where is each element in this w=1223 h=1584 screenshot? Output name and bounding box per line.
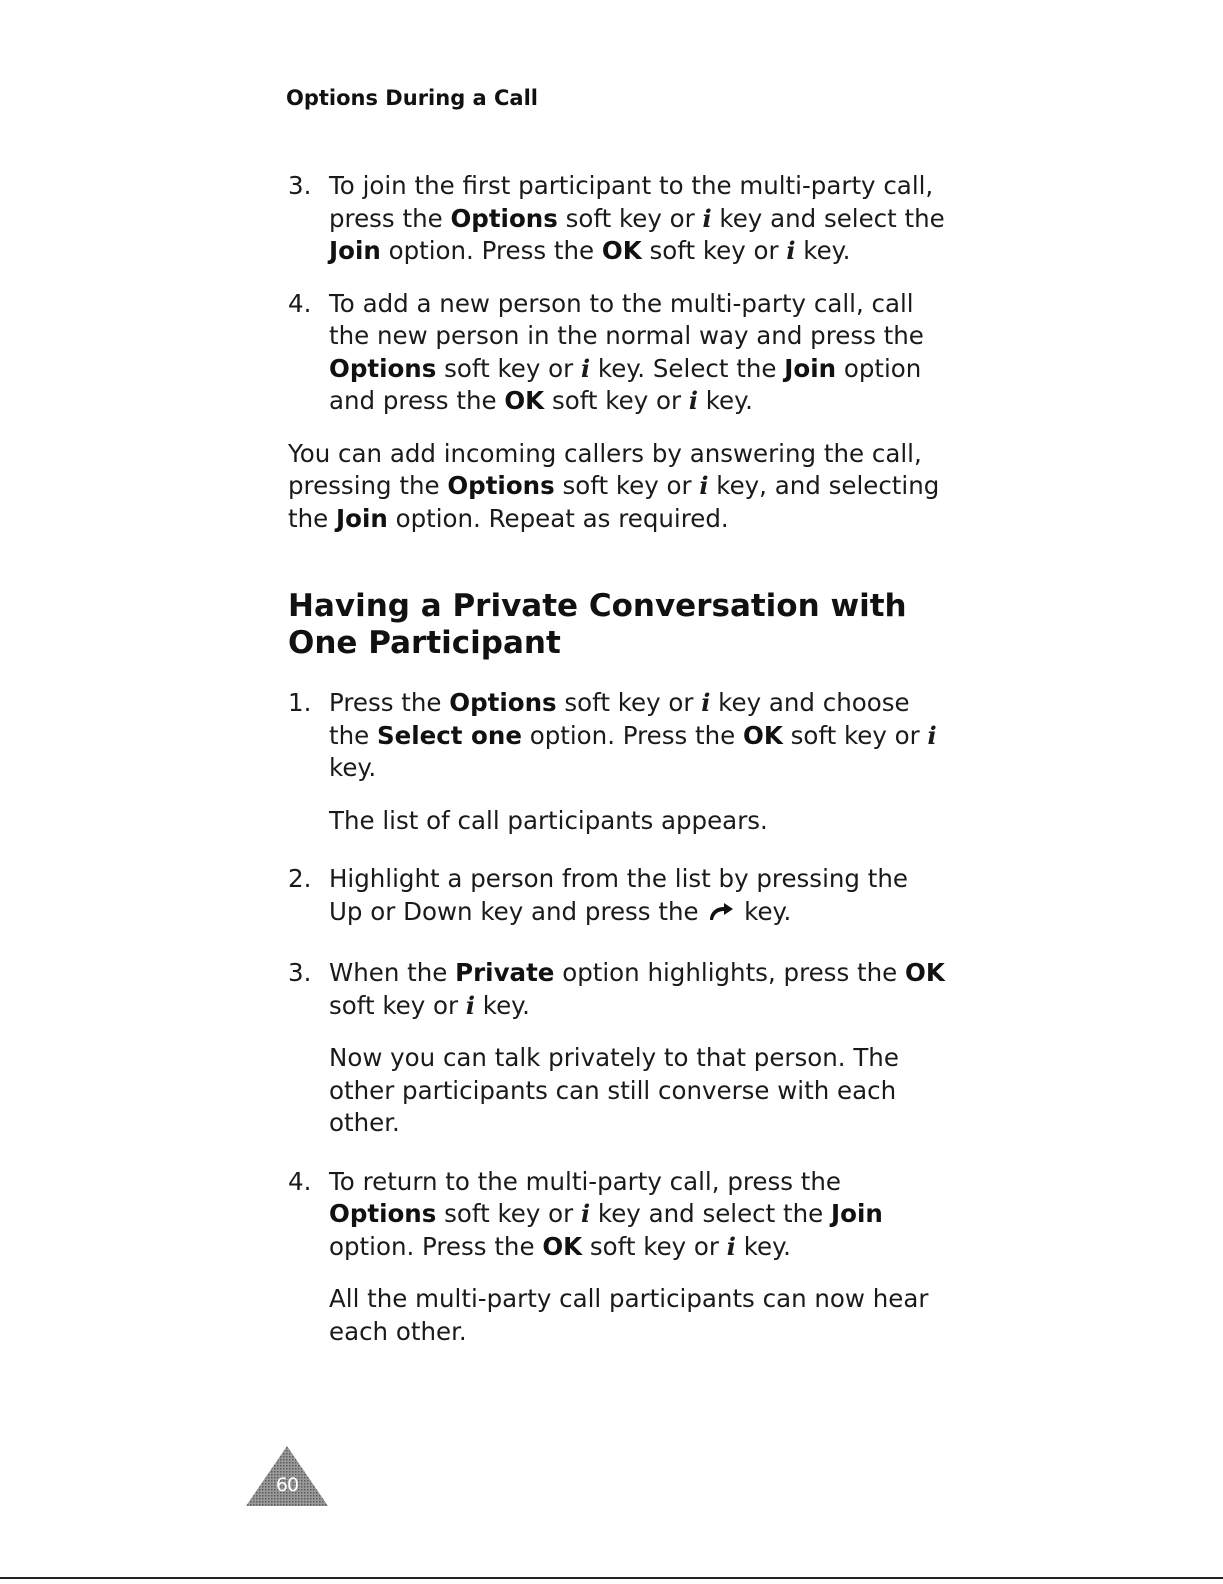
step-text-segment: To join the first participant to the multi-party call, press the <box>329 171 934 233</box>
step-text-segment: soft key or <box>436 353 581 383</box>
ok-label: OK <box>504 386 545 415</box>
step-number: 2. <box>288 864 312 893</box>
join-label: Join <box>784 353 837 383</box>
list-item <box>288 957 948 1140</box>
send-key-icon <box>706 899 736 932</box>
options-label: Options <box>329 353 437 383</box>
i-key-icon: i <box>699 471 709 500</box>
ok-label: OK <box>601 236 642 265</box>
step-text-segment: soft key or <box>544 386 689 415</box>
i-key-icon: i <box>726 1231 736 1261</box>
step-text-segment: option highlights, press the <box>554 958 905 987</box>
i-key-icon: i <box>786 236 796 265</box>
page-number-badge <box>244 1444 330 1508</box>
step-text <box>329 863 948 931</box>
options-label: Options <box>447 471 555 500</box>
step-text-segment: option. Press the <box>380 236 602 265</box>
step-text-segment: Press the <box>329 688 450 717</box>
section-header: Options During a Call <box>286 86 538 110</box>
step-text-segment: option. Press the <box>521 720 744 750</box>
i-key-icon: i <box>465 990 475 1020</box>
step-text-segment: option and press the <box>329 353 922 415</box>
options-label: Options <box>449 688 557 717</box>
step-text <box>329 288 948 418</box>
page-body <box>288 170 948 1348</box>
i-key-icon: i <box>701 688 711 717</box>
step-number: 3. <box>288 958 312 987</box>
note-text-segment: You can add incoming callers by answering the call, pressing the <box>288 438 922 500</box>
step-number: 4. <box>288 288 312 318</box>
section-heading: Having a Private Conversation with One Participant <box>288 588 907 661</box>
note-paragraph <box>288 438 948 536</box>
select-one-label: Select one <box>377 720 522 750</box>
step-text <box>329 957 948 1022</box>
step-text-segment: option. Press the <box>329 1231 543 1261</box>
step-text-segment: key. Select the <box>590 353 785 383</box>
join-label: Join <box>831 1199 883 1228</box>
list-item <box>288 1166 948 1349</box>
step-text-segment: soft key or <box>782 720 928 750</box>
step-number: 4. <box>288 1166 312 1196</box>
step-text <box>329 687 948 785</box>
step-text-segment: Highlight a person from the list by pressing the Up or Down key and press the <box>329 864 908 926</box>
join-label: Join <box>329 236 381 265</box>
step-text-segment: soft key or <box>641 236 787 265</box>
i-key-icon: i <box>581 1199 591 1228</box>
i-key-icon: i <box>581 353 591 383</box>
step-text-segment: When the <box>329 958 456 987</box>
step-text-segment: key. <box>329 753 377 782</box>
step-text <box>329 170 948 268</box>
i-key-icon: i <box>702 203 712 233</box>
ok-label: OK <box>743 720 783 750</box>
step-text-segment: To return to the multi-party call, press the <box>329 1166 841 1196</box>
bottom-divider <box>0 1577 1223 1579</box>
i-key-icon: i <box>688 386 698 415</box>
step-result: The list of call participants appears. <box>329 805 768 835</box>
ok-label: OK <box>905 958 945 987</box>
step-result: Now you can talk privately to that person. The other participants can still converse with each other. <box>329 1043 899 1137</box>
step-text-segment: soft key or <box>436 1199 581 1228</box>
step-text-segment: soft key or <box>582 1231 727 1261</box>
step-text-segment: soft key or <box>557 203 703 233</box>
step-text-segment: key. <box>697 386 753 415</box>
step-text-segment: key. <box>475 990 530 1020</box>
step-text-segment: key and select the <box>590 1199 832 1228</box>
list-item <box>288 687 948 837</box>
ok-label: OK <box>542 1231 583 1261</box>
i-key-icon: i <box>927 720 937 750</box>
join-label: Join <box>336 503 388 533</box>
step-result: All the multi-party call participants can now hear each other. <box>329 1284 929 1346</box>
note-text-segment: key, and selecting the <box>288 471 940 533</box>
step-text-segment: key and choose the <box>329 688 910 750</box>
note-text-segment: soft key or <box>554 471 700 500</box>
step-text-segment: key. <box>795 236 851 265</box>
options-label: Options <box>450 203 558 233</box>
step-number: 3. <box>288 171 312 200</box>
options-label: Options <box>329 1199 437 1228</box>
step-number: 1. <box>288 688 312 717</box>
step-text <box>329 1166 948 1264</box>
list-item <box>288 863 948 931</box>
step-text-segment: To add a new person to the multi-party call, call the new person in the normal way and press the <box>329 288 924 350</box>
step-text-segment: key. <box>736 896 792 926</box>
step-text-segment: soft key or <box>329 990 466 1020</box>
private-label: Private <box>455 958 555 987</box>
step-text-segment: soft key or <box>556 688 702 717</box>
page-number: 60 <box>275 1474 299 1496</box>
note-text-segment: option. Repeat as required. <box>387 503 729 533</box>
step-text-segment: key. <box>735 1231 791 1261</box>
list-item <box>288 170 948 268</box>
list-item <box>288 288 948 418</box>
step-text-segment: key and select the <box>711 203 945 233</box>
